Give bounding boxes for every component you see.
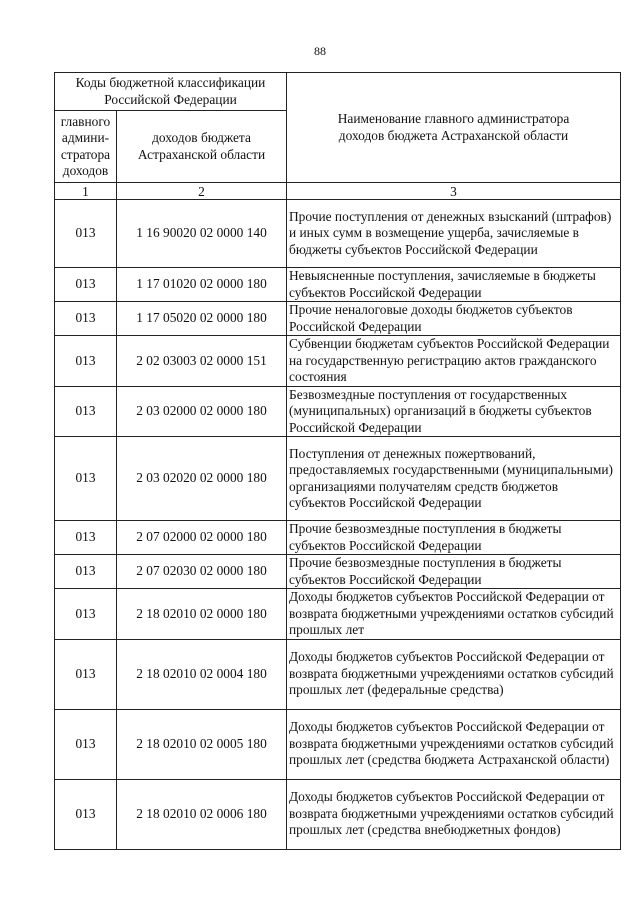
income-name-cell: Доходы бюджетов субъектов Российской Федерации от возврата бюджетными учреждениями остатков субсидий прошлых лет (средства бюджета Астраханской области) xyxy=(287,709,621,779)
table-row xyxy=(55,268,621,302)
income-name-cell: Субвенции бюджетам субъектов Российской Федерации на государственную регистрацию актов гражданского состояния xyxy=(287,336,621,387)
income-code-cell: 2 18 02010 02 0004 180 xyxy=(117,639,287,709)
column-number-row xyxy=(55,183,621,200)
header-col3-title: Наименование главного администратора доходов бюджета Астраханской области xyxy=(287,73,621,183)
admin-code-cell: 013 xyxy=(55,709,117,779)
income-code-cell: 2 18 02010 02 0000 180 xyxy=(117,589,287,640)
admin-code-cell: 013 xyxy=(55,639,117,709)
income-code-cell: 2 07 02000 02 0000 180 xyxy=(117,521,287,555)
income-code-cell: 2 18 02010 02 0005 180 xyxy=(117,709,287,779)
income-name-cell: Невыясненные поступления, зачисляемые в бюджеты субъектов Российской Федерации xyxy=(287,268,621,302)
income-code-cell: 2 07 02030 02 0000 180 xyxy=(117,555,287,589)
income-code-cell: 1 16 90020 02 0000 140 xyxy=(117,200,287,268)
header-col1-title: главного админи-стратора доходов xyxy=(55,111,117,183)
budget-classification-table xyxy=(54,72,621,850)
admin-code-cell: 013 xyxy=(55,268,117,302)
income-name-cell: Прочие безвозмездные поступления в бюджеты субъектов Российской Федерации xyxy=(287,521,621,555)
table-row xyxy=(55,779,621,849)
table-row xyxy=(55,521,621,555)
table-row xyxy=(55,336,621,387)
income-name-cell: Доходы бюджетов субъектов Российской Федерации от возврата бюджетными учреждениями остатков субсидий прошлых лет (федеральные средства) xyxy=(287,639,621,709)
income-name-cell: Доходы бюджетов субъектов Российской Федерации от возврата бюджетными учреждениями остатков субсидий прошлых лет (средства внебюджетных фондов) xyxy=(287,779,621,849)
column-number-3: 3 xyxy=(287,183,621,200)
income-name-cell: Доходы бюджетов субъектов Российской Федерации от возврата бюджетными учреждениями остатков субсидий прошлых лет xyxy=(287,589,621,640)
admin-code-cell: 013 xyxy=(55,336,117,387)
admin-code-cell: 013 xyxy=(55,437,117,521)
income-name-cell: Прочие безвозмездные поступления в бюджеты субъектов Российской Федерации xyxy=(287,555,621,589)
admin-code-cell: 013 xyxy=(55,521,117,555)
header-group-title: Коды бюджетной классификации Российской Федерации xyxy=(55,73,287,111)
table-row xyxy=(55,200,621,268)
table-row xyxy=(55,386,621,437)
income-name-cell: Безвозмездные поступления от государственных (муниципальных) организаций в бюджеты субъектов Российской Федерации xyxy=(287,386,621,437)
income-code-cell: 2 03 02000 02 0000 180 xyxy=(117,386,287,437)
table-row xyxy=(55,709,621,779)
admin-code-cell: 013 xyxy=(55,779,117,849)
income-name-cell: Прочие поступления от денежных взысканий (штрафов) и иных сумм в возмещение ущерба, зачисляемые в бюджеты субъектов Российской Федерации xyxy=(287,200,621,268)
income-code-cell: 2 03 02020 02 0000 180 xyxy=(117,437,287,521)
admin-code-cell: 013 xyxy=(55,555,117,589)
income-code-cell: 1 17 01020 02 0000 180 xyxy=(117,268,287,302)
table-row xyxy=(55,437,621,521)
admin-code-cell: 013 xyxy=(55,200,117,268)
page-number: 88 xyxy=(314,44,326,58)
table-row xyxy=(55,555,621,589)
column-number-2: 2 xyxy=(117,183,287,200)
table-row xyxy=(55,639,621,709)
income-code-cell: 2 18 02010 02 0006 180 xyxy=(117,779,287,849)
income-code-cell: 2 02 03003 02 0000 151 xyxy=(117,336,287,387)
table-row xyxy=(55,302,621,336)
income-name-cell: Прочие неналоговые доходы бюджетов субъектов Российской Федерации xyxy=(287,302,621,336)
column-number-1: 1 xyxy=(55,183,117,200)
header-row-group xyxy=(55,73,621,111)
income-code-cell: 1 17 05020 02 0000 180 xyxy=(117,302,287,336)
admin-code-cell: 013 xyxy=(55,386,117,437)
header-col2-title: доходов бюджета Астраханской области xyxy=(117,111,287,183)
table-row xyxy=(55,589,621,640)
income-name-cell: Поступления от денежных пожертвований, предоставляемых государственными (муниципальными) организациями получателям средств бюджетов субъектов Российской Федерации xyxy=(287,437,621,521)
admin-code-cell: 013 xyxy=(55,302,117,336)
admin-code-cell: 013 xyxy=(55,589,117,640)
